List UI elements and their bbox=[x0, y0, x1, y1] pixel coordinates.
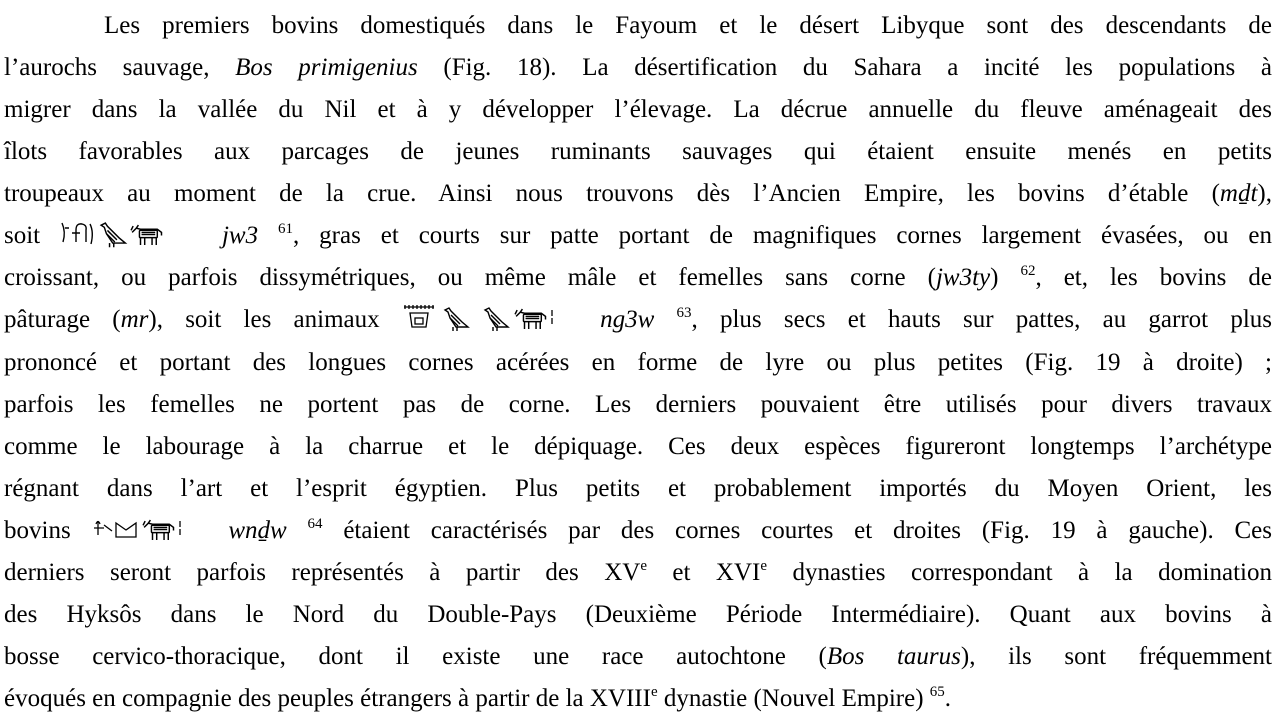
text-line bbox=[4, 342, 1272, 384]
hieroglyphs-jw3-icon bbox=[60, 220, 202, 250]
text-run: . bbox=[944, 685, 952, 712]
text-line bbox=[4, 384, 1272, 426]
text-run: (Fig. 18). La désertification du Sahara a incité les populations à bbox=[417, 54, 1272, 81]
text-run: et XVI bbox=[646, 559, 761, 586]
text-line bbox=[4, 131, 1272, 173]
text-run: pâturage ( bbox=[4, 306, 121, 333]
text-run: étaient caractérisés par des cornes courtes et droites (Fig. 19 à gauche). Ces bbox=[322, 517, 1273, 544]
text-run bbox=[578, 306, 600, 333]
text-run: , gras et courts sur patte portant de magnifiques cornes largement évasées, ou en bbox=[293, 222, 1273, 249]
text-run: dynastie (Nouvel Empire) bbox=[657, 685, 930, 712]
footnote-ref: e bbox=[640, 557, 647, 574]
text-run: l’aurochs sauvage, bbox=[4, 54, 236, 81]
text-line bbox=[4, 468, 1272, 510]
text-line bbox=[4, 678, 1272, 720]
text-run: des Hyksôs dans le Nord du Double-Pays (Deuxième Période Intermédiaire). Quant aux bovins à bbox=[4, 601, 1272, 628]
text-line bbox=[4, 173, 1272, 215]
text-run: migrer dans la vallée du Nil et à y développer l’élevage. La décrue annuelle du fleuve aménageait des bbox=[4, 96, 1272, 123]
text-line bbox=[4, 47, 1272, 89]
italic-term: jw3 bbox=[221, 222, 259, 249]
text-run bbox=[208, 517, 229, 544]
text-run: croissant, ou parfois dissymétriques, ou même mâle et femelles sans corne ( bbox=[4, 264, 936, 291]
text-run: parfois les femelles ne portent pas de corne. Les derniers pouvaient être utilisés pour divers travaux bbox=[4, 391, 1272, 418]
text-run: ), ils sont fréquemment bbox=[960, 643, 1272, 670]
text-run bbox=[202, 222, 222, 249]
text-run: Les premiers bovins domestiqués dans le Fayoum et le désert Libyque sont des descendants de bbox=[104, 12, 1272, 39]
text-line bbox=[4, 89, 1272, 131]
text-run bbox=[654, 306, 676, 333]
text-run: dynasties correspondant à la domination bbox=[767, 559, 1272, 586]
hieroglyphs-ng3w-icon bbox=[402, 304, 578, 334]
text-line bbox=[4, 426, 1272, 468]
text-line bbox=[4, 299, 1272, 341]
text-run bbox=[287, 517, 308, 544]
text-line bbox=[4, 257, 1272, 299]
footnote-ref: e bbox=[650, 683, 658, 700]
italic-term: mr bbox=[120, 306, 149, 333]
text-run: , et, les bovins de bbox=[1035, 264, 1272, 291]
text-run bbox=[258, 222, 278, 249]
footnote-ref: e bbox=[760, 557, 768, 574]
text-line bbox=[4, 636, 1272, 678]
text-run: évoqués en compagnie des peuples étrangers à partir de la XVIII bbox=[4, 685, 651, 712]
text-line bbox=[4, 552, 1272, 594]
footnote-ref: 61 bbox=[278, 220, 294, 237]
text-run: , plus secs et hauts sur pattes, au garrot plus bbox=[691, 306, 1273, 333]
text-run: régnant dans l’art et l’esprit égyptien. Plus petits et probablement importés du Moyen Orient, les bbox=[4, 475, 1272, 502]
text-line bbox=[4, 594, 1272, 636]
hieroglyphs-wndw-icon bbox=[92, 515, 208, 545]
text-run: ), bbox=[1257, 180, 1272, 207]
text-run: comme le labourage à la charrue et le dépiquage. Ces deux espèces figureront longtemps l’archétype bbox=[4, 433, 1272, 460]
text-run: ), soit les animaux bbox=[148, 306, 402, 333]
italic-term: Bos primigenius bbox=[235, 54, 418, 81]
italic-term: jw3ty bbox=[935, 264, 991, 291]
text-line bbox=[104, 5, 1272, 47]
footnote-ref: 63 bbox=[676, 304, 692, 321]
text-run: soit bbox=[4, 222, 61, 249]
text-line bbox=[4, 510, 1272, 552]
italic-term: ng3w bbox=[600, 306, 655, 333]
text-run: îlots favorables aux parcages de jeunes ruminants sauvages qui étaient ensuite menés en petits bbox=[4, 138, 1272, 165]
italic-term: Bos taurus bbox=[826, 643, 961, 670]
italic-term: mḏt bbox=[1219, 180, 1258, 207]
footnote-ref: 62 bbox=[1020, 262, 1036, 279]
text-run: bovins bbox=[4, 517, 92, 544]
text-run: troupeaux au moment de la crue. Ainsi nous trouvons dès l’Ancien Empire, les bovins d’étable ( bbox=[4, 180, 1220, 207]
footnote-ref: 64 bbox=[307, 515, 323, 532]
text-line bbox=[4, 215, 1272, 257]
text-run: bosse cervico-thoracique, dont il existe une race autochtone ( bbox=[4, 643, 827, 670]
footnote-ref: 65 bbox=[929, 683, 945, 700]
italic-term: wnḏw bbox=[228, 517, 287, 544]
text-run: ) bbox=[990, 264, 1021, 291]
text-run: prononcé et portant des longues cornes acérées en forme de lyre ou plus petites (Fig. 19 à droite) ; bbox=[4, 349, 1272, 376]
text-run: derniers seront parfois représentés à partir des XV bbox=[4, 559, 641, 586]
